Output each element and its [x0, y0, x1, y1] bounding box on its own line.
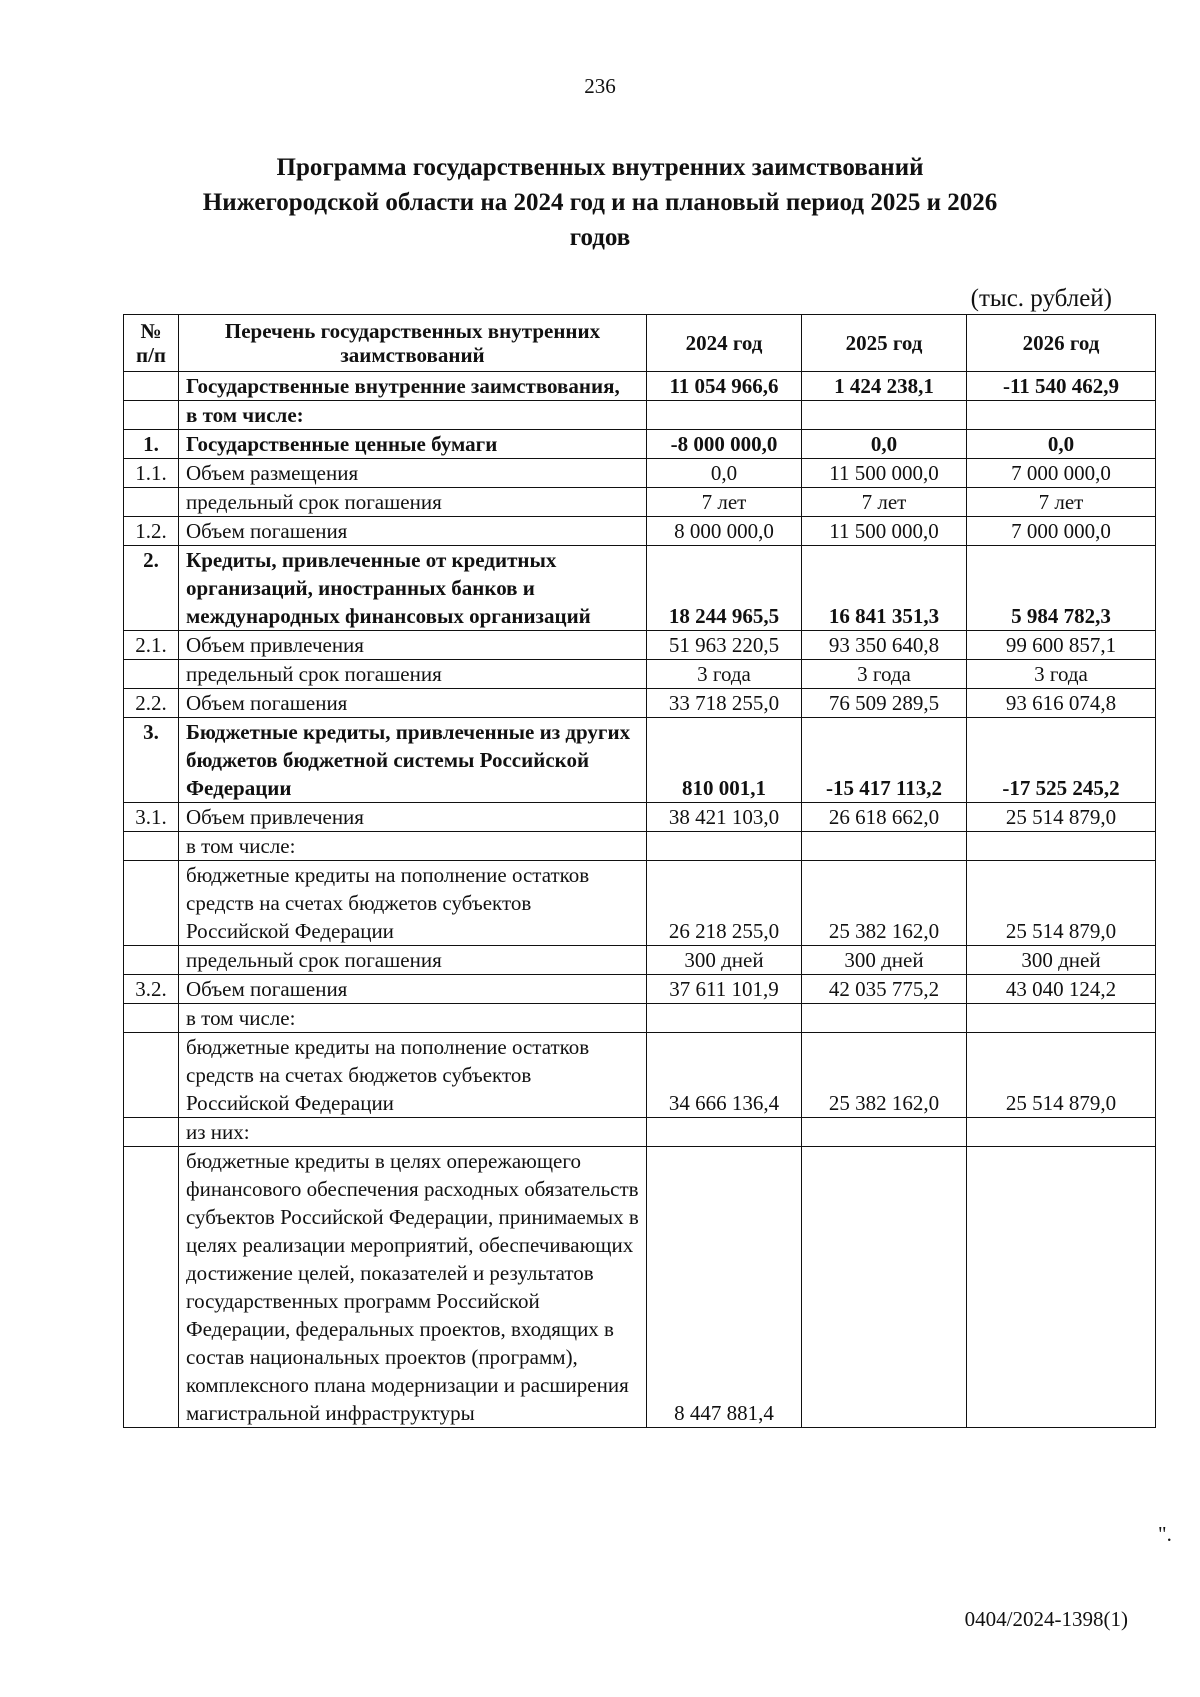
closing-quote: ".: [1158, 1522, 1172, 1546]
value-2026: 3 года: [967, 660, 1156, 689]
value-2025: 300 дней: [802, 946, 967, 975]
table-row: [124, 430, 1156, 459]
row-name: предельный срок погашения: [179, 660, 647, 689]
value-2024: 38 421 103,0: [647, 803, 802, 832]
row-name: предельный срок погашения: [179, 946, 647, 975]
value-2024: 3 года: [647, 660, 802, 689]
value-2025: [802, 1147, 967, 1428]
row-num: [124, 861, 179, 946]
value-2024: 37 611 101,9: [647, 975, 802, 1004]
row-name: Объем размещения: [179, 459, 647, 488]
table-row: [124, 861, 1156, 946]
value-2025: 25 382 162,0: [802, 861, 967, 946]
table-row: [124, 1118, 1156, 1147]
value-2025: 25 382 162,0: [802, 1033, 967, 1118]
row-num: [124, 946, 179, 975]
value-2026: [967, 1147, 1156, 1428]
row-name: в том числе:: [179, 401, 647, 430]
table-row: [124, 372, 1156, 401]
value-2024: 7 лет: [647, 488, 802, 517]
title-line: Нижегородской области на 2024 год и на плановый период 2025 и 2026: [202, 189, 998, 216]
document-title: [150, 150, 1050, 255]
row-name: Объем погашения: [179, 689, 647, 718]
table-row: [124, 718, 1156, 803]
table-row: [124, 546, 1156, 631]
value-2024: -8 000 000,0: [647, 430, 802, 459]
value-2025: 11 500 000,0: [802, 517, 967, 546]
value-2026: 25 514 879,0: [967, 861, 1156, 946]
row-num: [124, 660, 179, 689]
value-2026: -11 540 462,9: [967, 372, 1156, 401]
table-row: [124, 946, 1156, 975]
value-2025: [802, 1004, 967, 1033]
row-name: в том числе:: [179, 1004, 647, 1033]
row-name: из них:: [179, 1118, 647, 1147]
value-2025: 3 года: [802, 660, 967, 689]
value-2025: -15 417 113,2: [802, 718, 967, 803]
value-2024: 0,0: [647, 459, 802, 488]
row-num: [124, 488, 179, 517]
row-num: [124, 1033, 179, 1118]
table-row: [124, 517, 1156, 546]
row-name: Кредиты, привлеченные от кредитных организаций, иностранных банков и международных финансовых организаций: [179, 546, 647, 631]
row-num: 1.: [124, 430, 179, 459]
value-2025: 11 500 000,0: [802, 459, 967, 488]
value-2026: 25 514 879,0: [967, 803, 1156, 832]
value-2026: 7 000 000,0: [967, 517, 1156, 546]
row-num: [124, 832, 179, 861]
row-name: Объем привлечения: [179, 803, 647, 832]
table-header-row: [124, 315, 1156, 372]
value-2025: 76 509 289,5: [802, 689, 967, 718]
row-num: 1.2.: [124, 517, 179, 546]
value-2025: 26 618 662,0: [802, 803, 967, 832]
table-row: [124, 488, 1156, 517]
row-name: Государственные ценные бумаги: [179, 430, 647, 459]
value-2026: 93 616 074,8: [967, 689, 1156, 718]
title-line: Программа государственных внутренних заимствований: [276, 154, 924, 181]
value-2025: 93 350 640,8: [802, 631, 967, 660]
value-2024: [647, 401, 802, 430]
value-2024: 300 дней: [647, 946, 802, 975]
header-2024: 2024 год: [647, 315, 802, 372]
value-2024: [647, 832, 802, 861]
row-num: 2.: [124, 546, 179, 631]
row-num: 1.1.: [124, 459, 179, 488]
row-name: бюджетные кредиты на пополнение остатков средств на счетах бюджетов субъектов Российской Федерации: [179, 861, 647, 946]
value-2024: 33 718 255,0: [647, 689, 802, 718]
document-number: 0404/2024-1398(1): [964, 1607, 1128, 1631]
row-name: Объем погашения: [179, 975, 647, 1004]
header-2025: 2025 год: [802, 315, 967, 372]
row-name: бюджетные кредиты на пополнение остатков средств на счетах бюджетов субъектов Российской Федерации: [179, 1033, 647, 1118]
table-row: [124, 803, 1156, 832]
value-2025: 1 424 238,1: [802, 372, 967, 401]
table-row: [124, 401, 1156, 430]
row-name: в том числе:: [179, 832, 647, 861]
table-row: [124, 1147, 1156, 1428]
value-2024: 34 666 136,4: [647, 1033, 802, 1118]
row-num: 2.1.: [124, 631, 179, 660]
value-2026: 5 984 782,3: [967, 546, 1156, 631]
value-2024: 8 447 881,4: [647, 1147, 802, 1428]
row-name: Объем привлечения: [179, 631, 647, 660]
value-2026: 25 514 879,0: [967, 1033, 1156, 1118]
page-number: 236: [584, 74, 616, 98]
table-row: [124, 832, 1156, 861]
title-line: годов: [569, 224, 631, 251]
value-2024: [647, 1004, 802, 1033]
row-num: [124, 1004, 179, 1033]
value-2026: [967, 1004, 1156, 1033]
value-2025: 42 035 775,2: [802, 975, 967, 1004]
table-row: [124, 1004, 1156, 1033]
row-num: [124, 1147, 179, 1428]
value-2024: 11 054 966,6: [647, 372, 802, 401]
value-2025: [802, 1118, 967, 1147]
row-name: Государственные внутренние заимствования,: [179, 372, 647, 401]
value-2026: [967, 832, 1156, 861]
table-row: [124, 631, 1156, 660]
table-row: [124, 660, 1156, 689]
value-2025: 7 лет: [802, 488, 967, 517]
row-num: 3.2.: [124, 975, 179, 1004]
value-2025: [802, 832, 967, 861]
value-2024: [647, 1118, 802, 1147]
row-num: [124, 372, 179, 401]
value-2026: [967, 401, 1156, 430]
row-num: [124, 1118, 179, 1147]
value-2026: 300 дней: [967, 946, 1156, 975]
table-row: [124, 975, 1156, 1004]
value-2026: 7 лет: [967, 488, 1156, 517]
value-2024: 810 001,1: [647, 718, 802, 803]
row-name: Объем погашения: [179, 517, 647, 546]
value-2025: 16 841 351,3: [802, 546, 967, 631]
row-num: 2.2.: [124, 689, 179, 718]
row-num: 3.: [124, 718, 179, 803]
table-row: [124, 689, 1156, 718]
value-2026: 0,0: [967, 430, 1156, 459]
row-name: предельный срок погашения: [179, 488, 647, 517]
value-2025: 0,0: [802, 430, 967, 459]
value-2025: [802, 401, 967, 430]
row-name: бюджетные кредиты в целях опережающего финансового обеспечения расходных обязательств субъектов Российской Федерации, принимаемых в целях реализации мероприятий, обеспечивающих достижение целей, показателей и результатов государственных программ Российской Федерации, федеральных проектов, входящих в состав национальных проектов (программ), комплексного плана модернизации и расширения магистральной инфраструктуры: [179, 1147, 647, 1428]
row-num: 3.1.: [124, 803, 179, 832]
header-2026: 2026 год: [967, 315, 1156, 372]
value-2026: 43 040 124,2: [967, 975, 1156, 1004]
borrowings-table: [123, 314, 1156, 1428]
value-2024: 51 963 220,5: [647, 631, 802, 660]
table-row: [124, 1033, 1156, 1118]
header-name: Перечень государственных внутренних заимствований: [179, 315, 647, 372]
header-num: № п/п: [124, 315, 179, 372]
units-label: (тыс. рублей): [970, 285, 1112, 312]
value-2024: 26 218 255,0: [647, 861, 802, 946]
table-row: [124, 459, 1156, 488]
value-2026: -17 525 245,2: [967, 718, 1156, 803]
value-2024: 8 000 000,0: [647, 517, 802, 546]
row-num: [124, 401, 179, 430]
value-2024: 18 244 965,5: [647, 546, 802, 631]
value-2026: 7 000 000,0: [967, 459, 1156, 488]
row-name: Бюджетные кредиты, привлеченные из других бюджетов бюджетной системы Российской Федерации: [179, 718, 647, 803]
value-2026: [967, 1118, 1156, 1147]
value-2026: 99 600 857,1: [967, 631, 1156, 660]
